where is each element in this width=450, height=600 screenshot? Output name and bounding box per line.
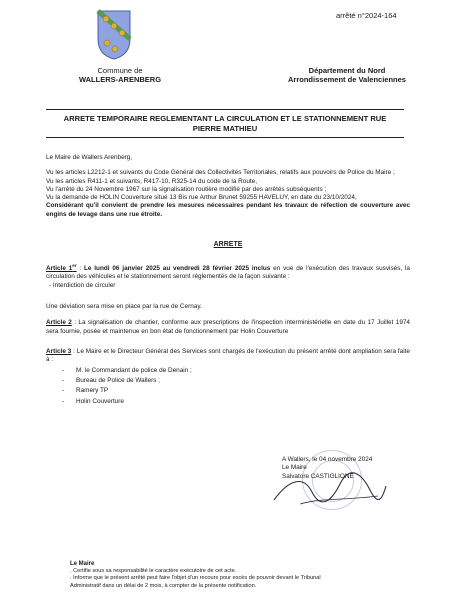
list-item: - Ramery TP — [76, 387, 410, 395]
decree-title — [46, 109, 404, 138]
list-item: - Bureau de Police de Wallers ; — [76, 377, 410, 385]
coat-of-arms-icon — [96, 9, 132, 61]
arrondissement-name: Arrondissement de Valenciennes — [288, 75, 406, 84]
commune-name: WALLERS-ARENBERG — [78, 75, 162, 84]
vu-paragraph-1: Vu les articles L2212-1 et suivants du Code Général des Collectivités Territoriales, relatifs aux pouvoirs de Police du Maire ; — [46, 169, 395, 177]
article-2 — [46, 319, 410, 336]
footer-heading: Le Maire — [70, 561, 95, 567]
vu-paragraph-2: Vu les articles R411-1 et suivants, R417-10, R325-14 du code de la Route, — [46, 177, 258, 185]
list-item: - M. le Commandant de police de Denain ; — [76, 367, 410, 375]
article-2-label: Article 2 — [46, 319, 72, 327]
article-2-text: : La signalisation de chantier, conforme aux prescriptions de l'inspection interministérielle en date du 17 Juillet 1974 sera fournie, posée et maintenue en bon état de fonctionnement par Holin Couverture — [46, 319, 410, 335]
commune-block — [70, 66, 170, 84]
article-1-label: Article 1er — [46, 263, 77, 273]
list-item: - Holin Couverture — [76, 398, 410, 406]
decree-number: arrêté n°2024-164 — [336, 11, 397, 20]
distribution-list — [46, 367, 410, 407]
footer-notice — [70, 561, 400, 590]
title-line-2: PIERRE MATHIEU — [192, 123, 258, 133]
handwritten-signature-icon — [270, 470, 390, 510]
preamble — [46, 154, 410, 219]
deviation-note: Une déviation sera mise en place par la rue de Cernay. — [46, 303, 202, 311]
considerant-paragraph: Considérant qu'il convient de prendre les mesures nécessaires pendant les travaux de réfection de couverture avec engins de levage dans une rue étroite. — [46, 202, 410, 218]
title-line-1: ARRETE TEMPORAIRE REGLEMENTANT LA CIRCULATION ET LE STATIONNEMENT RUE — [63, 113, 387, 123]
department-name: Département du Nord — [308, 66, 386, 75]
signatory-name: Salvatore CASTIGLIONE — [282, 472, 354, 480]
signature-place-date: A Wallers, le 04 novembre 2024 — [282, 456, 373, 463]
commune-label: Commune de — [97, 66, 143, 75]
articles — [46, 262, 410, 408]
vu-paragraph-4: Vu la demande de HOLIN Couverture situé 13 Bis rue Arthur Brunet 59255 HAVELUY, en date du 23/10/2024, — [46, 194, 357, 202]
signature-role: Le Maire — [282, 464, 307, 472]
article-3-text: : Le Maire et le Directeur Général des Services sont chargés de l'exécution du présent arrêté dont ampliation sera faite à : — [46, 347, 410, 364]
article-1-dates: Le lundi 06 janvier 2025 au vendredi 28 février 2025 inclus — [83, 265, 271, 273]
footer-line-1: . Certifie sous sa responsabilité le caractère exécutoire de cet acte. — [70, 568, 237, 575]
article-1: Article 1er : Le lundi 06 janvier 2025 au vendredi 28 février 2025 inclus en vue de l'exécution des travaux susvisés, la circulation des véhicules et le stationnement seront réglementés de la façon suivante : — [46, 263, 410, 281]
mayor-line: Le Maire de Wallers Arenberg, — [46, 154, 133, 161]
article-1-measure: - Interdiction de circuler — [49, 281, 116, 289]
footer-line-3: Administratif dans un délai de 2 mois, à compter de la présente notification. — [70, 582, 257, 589]
article-3-label: Article 3 — [46, 347, 72, 355]
footer-line-2: . Informe que le présent arrêté peut faire l'objet d'un recours pour excès de pouvoir devant le Tribunal — [70, 575, 321, 582]
department-block — [262, 66, 432, 84]
article-3 — [46, 348, 410, 365]
arrete-heading: ARRETE — [213, 241, 243, 248]
article-1-text: en vue de l'exécution des travaux susvisés, la circulation des véhicules et le stationnement seront réglementés de la façon suivante : — [46, 265, 410, 281]
vu-paragraph-3: Vu l'arrêté du 24 Novembre 1967 sur la signalisation routière modifié par des arrêtés subséquents ; — [46, 185, 327, 193]
